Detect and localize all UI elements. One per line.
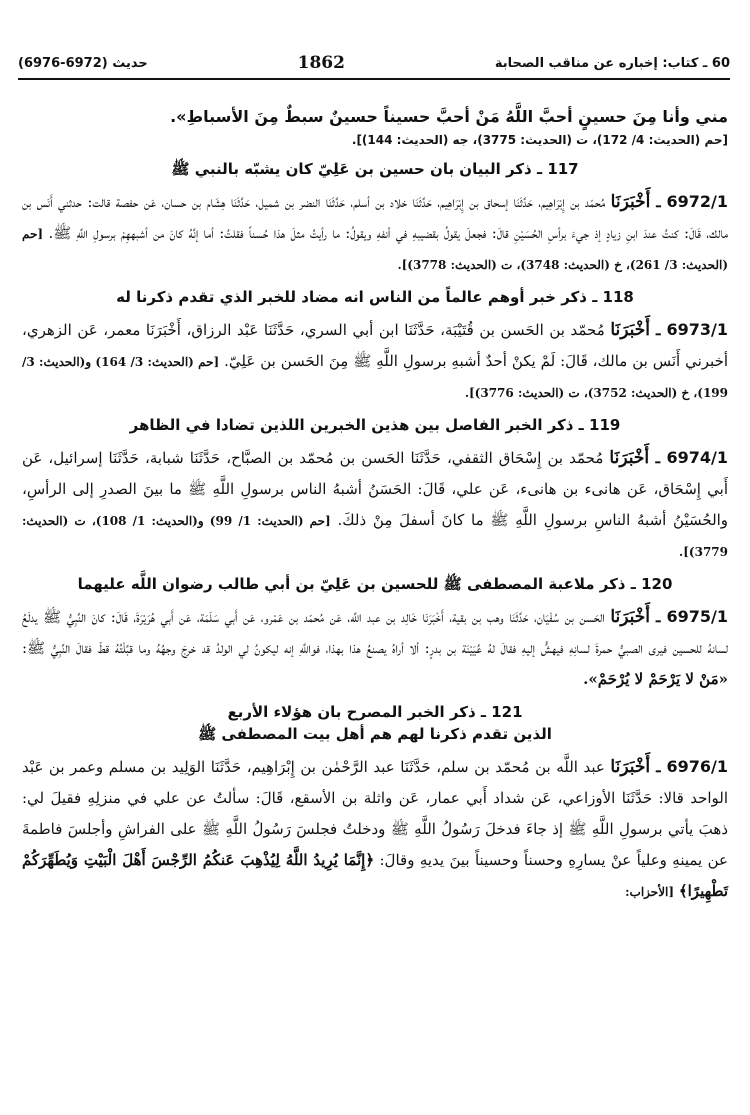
hadith-reference: [حم (الحديث: 3/ 261)، خ (الحديث: 3748)، ت (الحديث: 3778)]. xyxy=(22,227,728,272)
hadith-text: مُحمّد بن إِبْرَاهِيم، حَدَّثَنَا إسحاق بن إِبْرَاهِيم، حَدَّثَنَا خلاد بن أسلم، حَدَّثَنَا النضر بن شميل، حَدَّثَنَا هِشَام بن حسان، عَن حفصة قالت: حدثني أَنَس بن مالك، قَالَ: كنتُ عندَ ابنِ زيادٍ إذ جيءَ برأسِ الحُسَيْنِ قالَ: فجعلَ يقولُ بقضيبهِ في أنفهِ ويقولُ: ما رأيتُ مثلَ هذا حُسناً فقلتُ: أما إنَّهُ كانَ من أشبههِمْ برسولِ اللَّهِ ﷺ. xyxy=(22,193,728,242)
hadith-number: 6976/1 xyxy=(666,757,728,776)
hadith-range: حديث (6972-6976) xyxy=(18,55,148,71)
surah-reference: [الأحزاب: xyxy=(625,885,675,899)
section-heading-121-line1: 121 ـ ذكر الخبر المصرح بان هؤلاء الأربع xyxy=(227,703,523,721)
hadith-text: مُحمّد بن الحَسن بن قُتَيْبَة، حَدَّثَنَا ابن أبي السري، حَدَّثَنَا عَبْد الرزاق، أَخْبَرَنَا معمر، عَن الزهري، أخبرني أَنَس بن مالك، قَالَ: لَمْ يكنْ أحدٌ أشبهِ برسولِ اللَّهِ ﷺ مِنَ الحَسن بن عَلِيّ. xyxy=(22,321,729,370)
header-rule xyxy=(18,78,730,80)
hadith-number: 6972/1 xyxy=(666,192,728,211)
section-heading-117: 117 ـ ذكر البيان بان حسين بن عَلِيّ كان يشبّه بالنبي ﷺ xyxy=(171,160,579,178)
hadith-text: مُحمّد بن إِسْحَاق الثقفي، حَدَّثَنَا الحَسن بن مُحمّد بن الصبَّاح، حَدَّثَنَا شبابة، حَدَّثَنَا إسرائيل، عَن أَبي إِسْحَاق، عَن هانىء بن هانىء، عَن علي، قَالَ: الحَسَنُ أشبهُ الناس برسولِ اللَّهِ ﷺ ما بينَ الصدرِ إلى الرأسِ، والحُسَيْنُ أشبهُ الناسِ برسولِ اللَّهِ ﷺ ما كانَ أسفلَ مِنْ ذلكَ. xyxy=(22,449,729,529)
hadith-6973: 6973/1 ـ أَخْبَرَنَا مُحمّد بن الحَسن بن قُتَيْبَة، حَدَّثَنَا ابن أبي السري، حَدَّثَنَا عَبْد الرزاق، أَخْبَرَنَا معمر، عَن الزهري، أخبرني أَنَس بن مالك، قَالَ: لَمْ يكنْ أحدٌ أشبهِ برسولِ اللَّهِ ﷺ مِنَ الحَسن بن عَلِيّ. [حم (الحديث: 3/ 164) و(الحديث: 3/ 199)، خ (الحديث: 3752)، ت (الحديث: 3776)]. xyxy=(22,320,729,400)
section-heading-121 xyxy=(22,701,728,745)
section-heading-118: 118 ـ ذكر خبر أوهم عالماً من الناس انه مضاد للخبر الذي تقدم ذكرنا له xyxy=(116,288,634,306)
hadith-6974: 6974/1 ـ أَخْبَرَنَا مُحمّد بن إِسْحَاق الثقفي، حَدَّثَنَا الحَسن بن مُحمّد بن الصبَّاح، حَدَّثَنَا شبابة، حَدَّثَنَا إسرائيل، عَن أَبي إِسْحَاق، عَن هانىء بن هانىء، عَن علي، قَالَ: الحَسَنُ أشبهُ الناس برسولِ اللَّهِ ﷺ ما بينَ الصدرِ إلى الرأسِ، والحُسَيْنُ أشبهُ الناسِ برسولِ اللَّهِ ﷺ ما كانَ أسفلَ مِنْ ذلكَ. [حم (الحديث: 1/ 99) و(الحديث: 1/ 108)، ت (الحديث: 3779)]. xyxy=(22,448,729,559)
page-number: 1862 xyxy=(297,53,345,73)
hadith-number: 6975/1 xyxy=(666,607,728,626)
section-heading-121-line2: الذين تقدم ذكرنا لهم هم أهل بيت المصطفى ﷺ xyxy=(198,725,552,743)
akhbarana-word: أَخْبَرَنَا xyxy=(610,607,651,627)
akhbarana-word: أَخْبَرَنَا xyxy=(610,192,651,212)
hadith-number: 6974/1 xyxy=(666,448,728,467)
akhbarana-word: أَخْبَرَنَا xyxy=(610,320,651,340)
chapter-title: 60 ـ كتاب: إخباره عن مناقب الصحابة xyxy=(494,55,730,71)
intro-reference: [حم (الحديث: 4/ 172)، ت (الحديث: 3775)، جه (الحديث: 144)]. xyxy=(351,133,728,147)
hadith-text: الحَسن بن سُفْيَان، حَدَّثَنَا وهب بن بقية، أَخْبَرَنَا خَالِد بن عبد اللَّه، عَن مُحمّد بن عَمْرو، عَن أَبي سَلَمَة، عَن أَبي هُرَيْرَةَ، قَالَ: كانَ النَّبِيُّ ﷺ يدلَعُ لسانهُ للحسين فيرى الصبيُّ حمرةَ لسانِهِ فيهشُّ إليهِ فقالَ لهُ عُيَيْنَة بن بدرٍ: ألا أراهُ يصنعُ هذا بهذا، فواللَّهِ إنه ليكونُ لي الولدُ قد خرجَ وجهُهُ وما قبَّلْتُهُ قطّ فقالَ النَّبِيُّ ﷺ: xyxy=(22,608,728,657)
hadith-reference: [حم (الحديث: 1/ 99) و(الحديث: 1/ 108)، ت (الحديث: 3779)]. xyxy=(22,514,728,559)
hadith-6976: 6976/1 ـ أَخْبَرَنَا عبد اللَّه بن مُحمّد بن سلم، حَدَّثَنَا عبد الرَّحْمٰن بن إِبْرَاهِيم، حَدَّثَنَا الوَلِيد بن مسلم وعمر بن عَبْد الواحد قالا: حَدَّثَنَا الأوزاعي، عَن شداد أَبي عمار، عَن واثلة بن الأسقع، قَالَ: سألتُ عن علي في منزلِهِ فقيلَ لي: ذهبَ يأتي برسولِ اللَّهِ ﷺ إذ جاءَ فدخلَ رَسُولُ اللَّهِ ﷺ ودخلتُ فجلسَ رَسُولُ اللَّهِ ﷺ على الفراشِ وأجلسَ فاطمةَ عن يمينهِ وعلياً عنْ يسارِهِ وحسناً وحسيناً بينَ يديهِ وقالَ: ﴿إِنَّمَا يُرِيدُ اللَّهُ لِيُذْهِبَ عَنكُمُ الرِّجْسَ أَهْلَ الْبَيْتِ وَيُطَهِّرَكُمْ تَطْهِيرًا﴾ [الأحزاب: xyxy=(22,757,728,900)
hadith-number: 6973/1 xyxy=(666,320,728,339)
akhbarana-word: أَخْبَرَنَا xyxy=(610,757,651,777)
section-heading-120: 120 ـ ذكر ملاعبة المصطفى ﷺ للحسين بن عَلِيّ بن أبي طالب رضوان اللَّه عليهما xyxy=(77,575,673,593)
akhbarana-word: أَخْبَرَنَا xyxy=(609,448,650,468)
hadith-text: عبد اللَّه بن مُحمّد بن سلم، حَدَّثَنَا عبد الرَّحْمٰن بن إِبْرَاهِيم، حَدَّثَنَا الوَلِيد بن مسلم وعمر بن عَبْد الواحد قالا: حَدَّثَنَا الأوزاعي، عَن شداد أَبي عمار، عَن واثلة بن الأسقع، قَالَ: سألتُ عن علي في منزلِهِ فقيلَ لي: ذهبَ يأتي برسولِ اللَّهِ ﷺ إذ جاءَ فدخلَ رَسُولُ اللَّهِ ﷺ ودخلتُ فجلسَ رَسُولُ اللَّهِ ﷺ على الفراشِ وأجلسَ فاطمةَ عن يمينهِ وعلياً عنْ يسارِهِ وحسناً وحسيناً بينَ يديهِ وقالَ: xyxy=(22,758,728,869)
quran-verse: ﴿إِنَّمَا يُرِيدُ اللَّهُ لِيُذْهِبَ عَنكُمُ الرِّجْسَ أَهْلَ الْبَيْتِ وَيُطَهِّرَكُمْ تَطْهِيرًا﴾ xyxy=(22,851,728,900)
prophet-quote: «مَنْ لا يَرْحَمْ لا يُرْحَمْ». xyxy=(583,670,728,688)
hadith-reference: [حم (الحديث: 3/ 164) و(الحديث: 3/ 199)، خ (الحديث: 3752)، ت (الحديث: 3776)]. xyxy=(22,355,728,400)
hadith-6975: 6975/1 ـ أَخْبَرَنَا الحَسن بن سُفْيَان، حَدَّثَنَا وهب بن بقية، أَخْبَرَنَا خَالِد بن عبد اللَّه، عَن مُحمّد بن عَمْرو، عَن أَبي سَلَمَة، عَن أَبي هُرَيْرَةَ، قَالَ: كانَ النَّبِيُّ ﷺ يدلَعُ لسانهُ للحسين فيرى الصبيُّ حمرةَ لسانِهِ فيهشُّ إليهِ فقالَ لهُ عُيَيْنَة بن بدرٍ: ألا أراهُ يصنعُ هذا بهذا، فواللَّهِ إنه ليكونُ لي الولدُ قد خرجَ وجهُهُ وما قبَّلْتُهُ قطّ فقالَ النَّبِيُّ ﷺ: «مَنْ لا يَرْحَمْ لا يُرْحَمْ». xyxy=(22,607,728,688)
page-header xyxy=(18,50,730,76)
hadith-6972: 6972/1 ـ أَخْبَرَنَا مُحمّد بن إِبْرَاهِيم، حَدَّثَنَا إسحاق بن إِبْرَاهِيم، حَدَّثَنَا خلاد بن أسلم، حَدَّثَنَا النضر بن شميل، حَدَّثَنَا هِشَام بن حسان، عَن حفصة قالت: حدثني أَنَس بن مالك، قَالَ: كنتُ عندَ ابنِ زيادٍ إذ جيءَ برأسِ الحُسَيْنِ قالَ: فجعلَ يقولُ بقضيبهِ في أنفهِ ويقولُ: ما رأيتُ مثلَ هذا حُسناً فقلتُ: أما إنَّهُ كانَ من أشبههِمْ برسولِ اللَّهِ ﷺ. [حم (الحديث: 3/ 261)، خ (الحديث: 3748)، ت (الحديث: 3778)]. xyxy=(22,192,728,272)
section-heading-119: 119 ـ ذكر الخبر الفاصل بين هذين الخبرين اللذين تضادا في الظاهر xyxy=(129,416,621,434)
page-content xyxy=(22,104,728,907)
intro-quote: مني وأنا مِنَ حسينٍ أحبَّ اللَّهُ مَنْ أحبَّ حسيناً حسينٌ سبطٌ مِنَ الأسباطِ». xyxy=(170,107,728,126)
